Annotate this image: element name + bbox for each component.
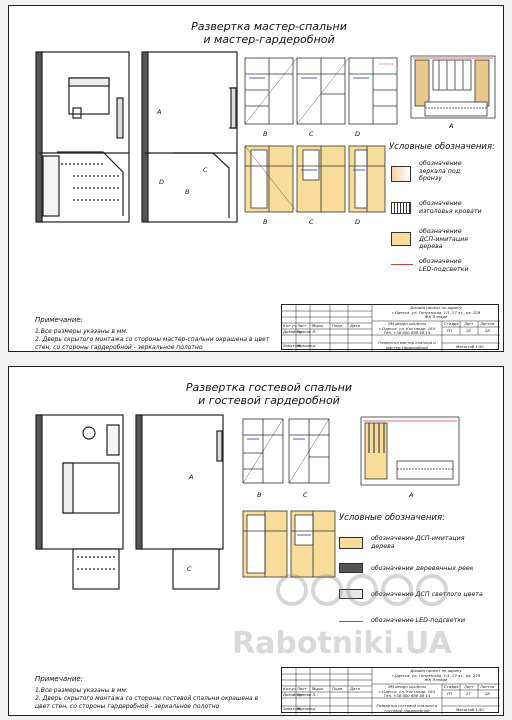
plan-label-c: C: [187, 565, 192, 573]
tb-header-2: Лист: [297, 687, 307, 691]
tb-sheet-head: Лист: [464, 685, 474, 689]
tb-sheets-val: 28: [485, 329, 490, 333]
tb-client-name: Мукомод: [297, 344, 315, 348]
tb-header-3: №док.: [312, 687, 325, 691]
wardrobe-elevations-top: [237, 413, 499, 489]
drawing-sheet-guest: [8, 366, 504, 716]
tb-sheet-val: 27: [466, 692, 471, 696]
led-line-swatch: [339, 621, 363, 622]
title-block: [281, 667, 499, 713]
tb-sheet-name: Развертка гостевой спальни и гостевой гардеробной: [376, 703, 438, 713]
note-text: 1.Все размеры указаны в мм. 2. Дверь скрытого монтажа со стороны мастер-спальни окрашена в цвет стен, со стороны гардеробной - зеркальное полотно: [35, 328, 270, 351]
headboard-hatch-swatch: [391, 202, 411, 214]
tb-scale: Масштаб 1:50: [456, 708, 484, 712]
legend-heading: Условные обозначения:: [389, 142, 495, 152]
chipboard-wood-swatch: [391, 232, 411, 246]
wardrobe-elevations-top: [239, 50, 501, 132]
elev2-label-b: B: [263, 218, 268, 226]
plan-label-a: A: [157, 108, 162, 116]
tb-sheets-head: Листов: [480, 322, 495, 326]
tb-stage-head: Стадия: [444, 685, 459, 689]
plan-label-c: C: [203, 166, 208, 174]
led-line-swatch: [391, 264, 413, 265]
tb-header-5: Дата: [350, 324, 360, 328]
tb-sheets-val: 28: [485, 692, 490, 696]
tb-sheet-name: Развертка мастер-спальни и мастер-гардеробной: [378, 340, 436, 350]
elev-label-a: A: [449, 122, 454, 130]
tb-designer-name: Гриняк Л.: [297, 330, 317, 334]
legend-item-1: обозначение зеркала под бронзу: [419, 160, 462, 182]
tb-header-1: Кол.уч: [283, 324, 297, 328]
tb-header-4: Подп.: [332, 324, 344, 328]
legend-item-2: обозначение изголовья кровати: [419, 200, 482, 215]
tb-sheets-head: Листов: [480, 685, 495, 689]
tb-stage-val: РП: [447, 692, 453, 696]
tb-designer-name: Гриняк Л.: [297, 693, 317, 697]
tb-sheet-head: Лист: [464, 322, 474, 326]
elev-label-d: D: [355, 130, 361, 138]
chipboard-wood-swatch: [339, 537, 363, 549]
elev-label-c: C: [303, 491, 308, 499]
sheet-title: Развертка гостевой спальни и гостевой гардеробной: [185, 381, 353, 407]
elev-label-b: B: [263, 130, 268, 138]
tb-header-3: №док.: [312, 324, 325, 328]
tb-stage-val: РП: [447, 329, 453, 333]
tb-designer-label: Дизайнер: [283, 693, 303, 697]
legend-item-3: обозначение ДСП-имитация дерева: [419, 228, 468, 250]
tb-header-5: Дата: [350, 687, 360, 691]
elev-label-b: B: [257, 491, 262, 499]
legend-item-4: обозначение LED-подсветки: [419, 258, 469, 273]
sheet-title: Развертка мастер-спальни и мастер-гардеробной: [191, 20, 347, 46]
elev-label-c: C: [309, 130, 314, 138]
plan-label-d: D: [159, 178, 165, 186]
tb-project: Дизайн проект по адресу г.Одесса, ул. Генуэзская, 1/1, 27 эт., кв. 229 ЖК Элладе: [391, 668, 481, 682]
tb-client-name: Мукомод: [297, 707, 315, 711]
legend-item-1: обозначение ДСП-имитация дерева: [371, 535, 465, 550]
legend-item-2: обозначение деревянных реек: [371, 565, 474, 572]
plan-label-a: A: [189, 473, 194, 481]
tb-designer-label: Дизайнер: [283, 330, 303, 334]
elev2-label-d: D: [355, 218, 361, 226]
note-heading: Примечание:: [35, 316, 84, 324]
note-text: 1.Все размеры указаны в мм. 2. Дверь скрытого монтажа со стороны гостевой спальни окрашена в цвет стен, со стороны гардеробной - зеркальное полотно: [35, 687, 259, 710]
tb-studio: ЭМ design solutions г.Одесса, ул. Костанди, 164 Тел. +38 000 698 48 14: [378, 684, 436, 698]
plan-label-b: B: [185, 188, 190, 196]
floor-plans: [33, 411, 233, 595]
note-heading: Примечание:: [35, 675, 84, 683]
watermark-text: Rabotniki.UA: [232, 626, 452, 661]
mirror-bronze-swatch: [391, 166, 411, 182]
wardrobe-elevations-colored: [239, 142, 389, 218]
tb-client-label: Заказчик: [283, 707, 302, 711]
drawing-sheet-master: [8, 5, 504, 352]
elev2-label-c: C: [309, 218, 314, 226]
tb-project: Дизайн проект по адресу г.Одесса, ул. Генуэзская, 1/1, 27 эт., кв. 229 ЖК Элладе: [391, 305, 481, 319]
legend-item-4: обозначение LED-подсветки: [371, 617, 466, 624]
floor-plans: [33, 48, 243, 226]
tb-header-4: Подп.: [332, 687, 344, 691]
tb-header-2: Лист: [297, 324, 307, 328]
elev-label-a: A: [409, 491, 414, 499]
tb-stage-head: Стадия: [444, 322, 459, 326]
tb-header-1: Кол.уч: [283, 687, 297, 691]
legend-item-3: обозначение ДСП светлого цвета: [371, 591, 483, 598]
legend-heading: Условные обозначения:: [339, 513, 445, 523]
watermark-emblem: [272, 560, 472, 620]
tb-client-label: Заказчик: [283, 344, 302, 348]
tb-sheet-val: 26: [466, 329, 471, 333]
tb-studio: ЭМ design solutions г.Одесса, ул. Костанди, 164 Тел. +38 000 698 48 14: [378, 321, 436, 335]
tb-scale: Масштаб 1:50: [456, 345, 484, 349]
title-block: [281, 304, 499, 350]
